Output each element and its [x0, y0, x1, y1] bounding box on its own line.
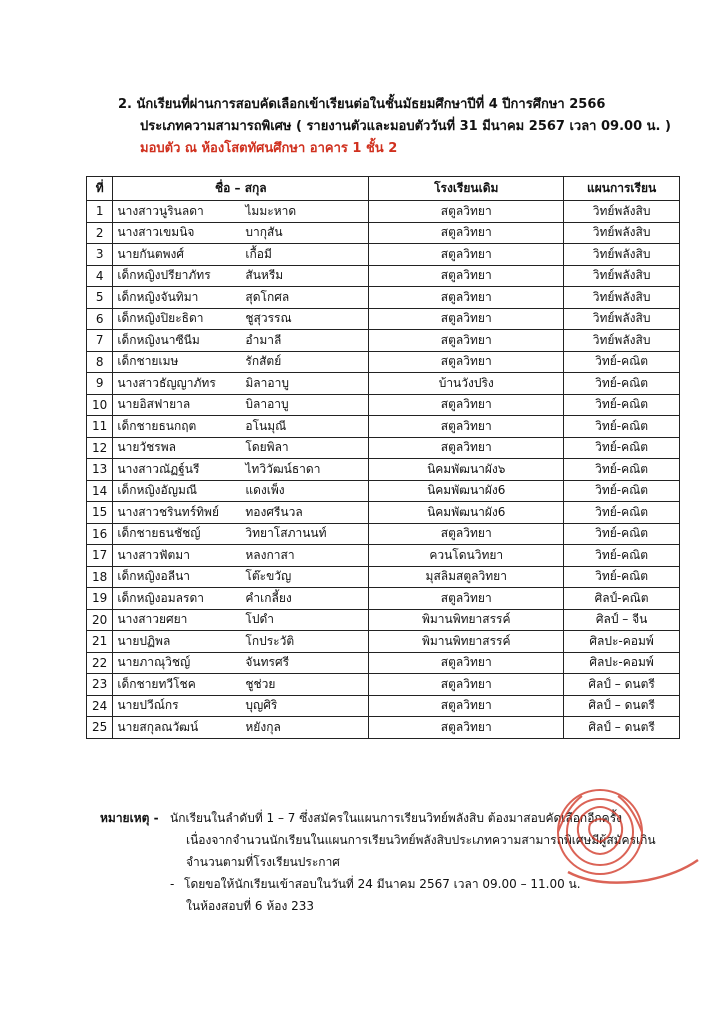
cell-plan: วิทย์พลังสิบ	[564, 201, 680, 223]
last-name: บิลาอาบู	[245, 397, 289, 412]
cell-name	[113, 502, 369, 524]
table-row	[87, 545, 680, 567]
header-location: มอบตัว ณ ห้องโสตทัศนศึกษา อาคาร 1 ชั้น 2	[140, 141, 398, 156]
cell-no: 6	[87, 308, 113, 330]
cell-name	[113, 394, 369, 416]
table-row	[87, 480, 680, 502]
cell-no: 22	[87, 652, 113, 674]
last-name: โกประวัติ	[245, 633, 295, 648]
cell-school: นิคมพัฒนาผัง6	[369, 502, 564, 524]
cell-no: 12	[87, 437, 113, 459]
cell-name	[113, 459, 369, 481]
table-row	[87, 373, 680, 395]
cell-school: สตูลวิทยา	[369, 523, 564, 545]
last-name: บุญศิริ	[245, 698, 278, 713]
first-name: เด็กชายธนชัชญ์	[117, 526, 201, 541]
cell-name	[113, 351, 369, 373]
cell-name	[113, 287, 369, 309]
cell-plan: ศิลปะ-คอมพ์	[564, 652, 680, 674]
cell-name	[113, 717, 369, 739]
cell-school: สตูลวิทยา	[369, 351, 564, 373]
cell-no: 8	[87, 351, 113, 373]
table-row	[87, 394, 680, 416]
cell-no: 7	[87, 330, 113, 352]
cell-no: 9	[87, 373, 113, 395]
header-title: 2. นักเรียนที่ผ่านการสอบคัดเลือกเข้าเรียนต่อในชั้นมัธยมศึกษาปีที่ 4 ปีการศึกษา 2566	[118, 97, 606, 112]
cell-no: 11	[87, 416, 113, 438]
cell-plan: วิทย์-คณิต	[564, 480, 680, 502]
table-row	[87, 416, 680, 438]
cell-no: 18	[87, 566, 113, 588]
table-row	[87, 502, 680, 524]
remark-1-line-1: นักเรียนในลำดับที่ 1 – 7 ซึ่งสมัครในแผนการเรียนวิทย์พลังสิบ ต้องมาสอบคัดเลือกอีกครั้ง	[170, 811, 622, 825]
cell-plan: วิทย์พลังสิบ	[564, 265, 680, 287]
last-name: โต๊ะขวัญ	[245, 569, 292, 584]
last-name: หยังกุล	[245, 719, 281, 734]
cell-name	[113, 609, 369, 631]
cell-no: 3	[87, 244, 113, 266]
table-row	[87, 201, 680, 223]
cell-plan: วิทย์-คณิต	[564, 351, 680, 373]
announcement-header	[118, 94, 678, 160]
cell-no: 4	[87, 265, 113, 287]
cell-plan: วิทย์พลังสิบ	[564, 308, 680, 330]
first-name: เด็กหญิงอลีนา	[117, 569, 191, 584]
first-name: นางสาวชรินทร์ทิพย์	[117, 504, 219, 519]
cell-plan: ศิลป์ – ดนตรี	[564, 674, 680, 696]
cell-no: 13	[87, 459, 113, 481]
cell-school: สตูลวิทยา	[369, 201, 564, 223]
table-row	[87, 437, 680, 459]
last-name: โดยพิลา	[245, 440, 289, 455]
cell-name	[113, 244, 369, 266]
cell-name	[113, 545, 369, 567]
last-name: ไมมะหาด	[245, 203, 297, 218]
col-header-school: โรงเรียนเดิม	[369, 177, 564, 201]
last-name: สันหรีม	[245, 268, 284, 283]
last-name: ชูช่วย	[245, 676, 276, 691]
last-name: อำมาลี	[245, 332, 282, 347]
cell-plan: วิทย์พลังสิบ	[564, 222, 680, 244]
col-header-plan: แผนการเรียน	[564, 177, 680, 201]
last-name: สุดโกศล	[245, 289, 290, 304]
cell-plan: วิทย์-คณิต	[564, 373, 680, 395]
cell-school: บ้านวังปริง	[369, 373, 564, 395]
cell-school: สตูลวิทยา	[369, 394, 564, 416]
last-name: ชูสุวรรณ	[245, 311, 292, 326]
cell-school: สตูลวิทยา	[369, 695, 564, 717]
cell-school: สตูลวิทยา	[369, 308, 564, 330]
last-name: คำเกลี้ยง	[245, 590, 292, 605]
table-row	[87, 674, 680, 696]
cell-no: 19	[87, 588, 113, 610]
table-row	[87, 523, 680, 545]
first-name: เด็กชายเมษ	[117, 354, 179, 369]
last-name: หลงกาสา	[245, 547, 295, 562]
table-row	[87, 717, 680, 739]
cell-school: สตูลวิทยา	[369, 287, 564, 309]
remark-2-line-1: โดยขอให้นักเรียนเข้าสอบในวันที่ 24 มีนาคม 2567 เวลา 09.00 – 11.00 น.	[184, 877, 581, 891]
cell-name	[113, 416, 369, 438]
first-name: เด็กหญิงปรียาภัทร	[117, 268, 211, 283]
cell-no: 2	[87, 222, 113, 244]
first-name: เด็กหญิงอมลรดา	[117, 590, 204, 605]
first-name: นายปฏิพล	[117, 633, 171, 648]
cell-school: สตูลวิทยา	[369, 222, 564, 244]
table-row	[87, 566, 680, 588]
last-name: ไทวิวัฒน์ธาดา	[245, 461, 321, 476]
first-name: เด็กหญิงอัญมณี	[117, 483, 198, 498]
cell-name	[113, 674, 369, 696]
first-name: เด็กหญิงนาซีนีม	[117, 332, 200, 347]
table-row	[87, 222, 680, 244]
cell-school: สตูลวิทยา	[369, 437, 564, 459]
last-name: มิลาอาบู	[245, 375, 289, 390]
cell-school: พิมานพิทยาสรรค์	[369, 609, 564, 631]
cell-plan: วิทย์-คณิต	[564, 394, 680, 416]
cell-school: มุสลิมสตูลวิทยา	[369, 566, 564, 588]
cell-name	[113, 480, 369, 502]
cell-school: นิคมพัฒนาผัง6	[369, 480, 564, 502]
last-name: บากุสัน	[245, 225, 283, 240]
cell-plan: วิทย์-คณิต	[564, 502, 680, 524]
cell-plan: วิทย์พลังสิบ	[564, 330, 680, 352]
first-name: เด็กหญิงปิยะธิดา	[117, 311, 204, 326]
first-name: นายกันตพงศ์	[117, 246, 185, 261]
cell-school: ควนโดนวิทยา	[369, 545, 564, 567]
cell-plan: ศิลป์ – ดนตรี	[564, 695, 680, 717]
cell-plan: วิทย์-คณิต	[564, 416, 680, 438]
cell-name	[113, 201, 369, 223]
remark-2-line-2: ในห้องสอบที่ 6 ห้อง 233	[186, 899, 315, 913]
cell-school: สตูลวิทยา	[369, 652, 564, 674]
cell-name	[113, 523, 369, 545]
first-name: นางสาวฟัตมา	[117, 547, 190, 562]
cell-school: สตูลวิทยา	[369, 330, 564, 352]
cell-name	[113, 373, 369, 395]
cell-name	[113, 566, 369, 588]
cell-plan: ศิลป์ – จีน	[564, 609, 680, 631]
cell-name	[113, 265, 369, 287]
first-name: นางสาวณัฏฐ์นรี	[117, 461, 200, 476]
remark-1-line-2: เนื่องจากจำนวนนักเรียนในแผนการเรียนวิทย์พลังสิบประเภทความสามารถพิเศษมีผู้สมัครเกิน	[186, 833, 656, 847]
table-row	[87, 351, 680, 373]
table-header-row	[87, 177, 680, 201]
cell-plan: วิทย์-คณิต	[564, 566, 680, 588]
table-row	[87, 308, 680, 330]
cell-plan: วิทย์-คณิต	[564, 545, 680, 567]
cell-school: สตูลวิทยา	[369, 674, 564, 696]
first-name: นายวัชรพล	[117, 440, 176, 455]
table-row	[87, 695, 680, 717]
school-seal-stamp	[538, 776, 708, 906]
last-name: วิทยาโสภานนท์	[245, 526, 327, 541]
cell-school: นิคมพัฒนาผัง๖	[369, 459, 564, 481]
cell-plan: วิทย์-คณิต	[564, 459, 680, 481]
first-name: นางสาวนูรินลดา	[117, 203, 204, 218]
cell-school: สตูลวิทยา	[369, 588, 564, 610]
table-row	[87, 652, 680, 674]
cell-name	[113, 588, 369, 610]
cell-school: สตูลวิทยา	[369, 717, 564, 739]
header-subtitle: ประเภทความสามารถพิเศษ ( รายงานตัวและมอบตัววันที่ 31 มีนาคม 2567 เวลา 09.00 น. )	[140, 119, 671, 134]
cell-no: 1	[87, 201, 113, 223]
cell-school: สตูลวิทยา	[369, 265, 564, 287]
cell-plan: ศิลป์-คณิต	[564, 588, 680, 610]
table-row	[87, 265, 680, 287]
cell-plan: ศิลป์ – ดนตรี	[564, 717, 680, 739]
table-row	[87, 330, 680, 352]
cell-no: 15	[87, 502, 113, 524]
cell-plan: วิทย์พลังสิบ	[564, 287, 680, 309]
first-name: นายปวีณ์กร	[117, 698, 179, 713]
first-name: นายสกุลณวัฒน์	[117, 719, 199, 734]
first-name: นายอิสฟายาล	[117, 397, 191, 412]
student-list-table	[86, 176, 680, 739]
col-header-no: ที่	[87, 177, 113, 201]
cell-school: สตูลวิทยา	[369, 244, 564, 266]
table-row	[87, 459, 680, 481]
cell-plan: วิทย์-คณิต	[564, 523, 680, 545]
first-name: เด็กชายทวีโชค	[117, 676, 196, 691]
cell-no: 17	[87, 545, 113, 567]
cell-name	[113, 695, 369, 717]
cell-no: 16	[87, 523, 113, 545]
cell-no: 24	[87, 695, 113, 717]
last-name: อโนมุณี	[245, 418, 287, 433]
cell-plan: วิทย์-คณิต	[564, 437, 680, 459]
cell-plan: ศิลปะ-คอมพ์	[564, 631, 680, 653]
cell-no: 20	[87, 609, 113, 631]
cell-no: 21	[87, 631, 113, 653]
cell-no: 23	[87, 674, 113, 696]
cell-no: 5	[87, 287, 113, 309]
col-header-name: ชื่อ – สกุล	[113, 177, 369, 201]
cell-name	[113, 437, 369, 459]
cell-name	[113, 652, 369, 674]
last-name: แดงเพ็ง	[245, 483, 285, 498]
first-name: เด็กชายธนกฤต	[117, 418, 197, 433]
cell-no: 14	[87, 480, 113, 502]
first-name: นางสาวธัญญาภัทร	[117, 375, 216, 390]
first-name: นางสาวยศยา	[117, 612, 188, 627]
remark-2-dash: -	[170, 877, 175, 891]
remark-1-line-3: จำนวนตามที่โรงเรียนประกาศ	[186, 855, 340, 869]
last-name: เกื้อมี	[245, 246, 272, 261]
table-row	[87, 244, 680, 266]
cell-name	[113, 631, 369, 653]
first-name: เด็กหญิงจันทิมา	[117, 289, 199, 304]
table-row	[87, 287, 680, 309]
last-name: ทองศรีนวล	[245, 504, 303, 519]
table-row	[87, 588, 680, 610]
cell-no: 10	[87, 394, 113, 416]
cell-no: 25	[87, 717, 113, 739]
cell-school: พิมานพิทยาสรรค์	[369, 631, 564, 653]
last-name: จันทรศรี	[245, 655, 290, 670]
cell-name	[113, 330, 369, 352]
first-name: นางสาวเขมนิจ	[117, 225, 195, 240]
cell-school: สตูลวิทยา	[369, 416, 564, 438]
cell-plan: วิทย์พลังสิบ	[564, 244, 680, 266]
last-name: โปดำ	[245, 612, 274, 627]
cell-name	[113, 222, 369, 244]
remarks-label: หมายเหตุ -	[100, 811, 159, 825]
table-row	[87, 631, 680, 653]
table-row	[87, 609, 680, 631]
last-name: รักสัตย์	[245, 354, 282, 369]
first-name: นายภาณุวิชญ์	[117, 655, 191, 670]
cell-name	[113, 308, 369, 330]
